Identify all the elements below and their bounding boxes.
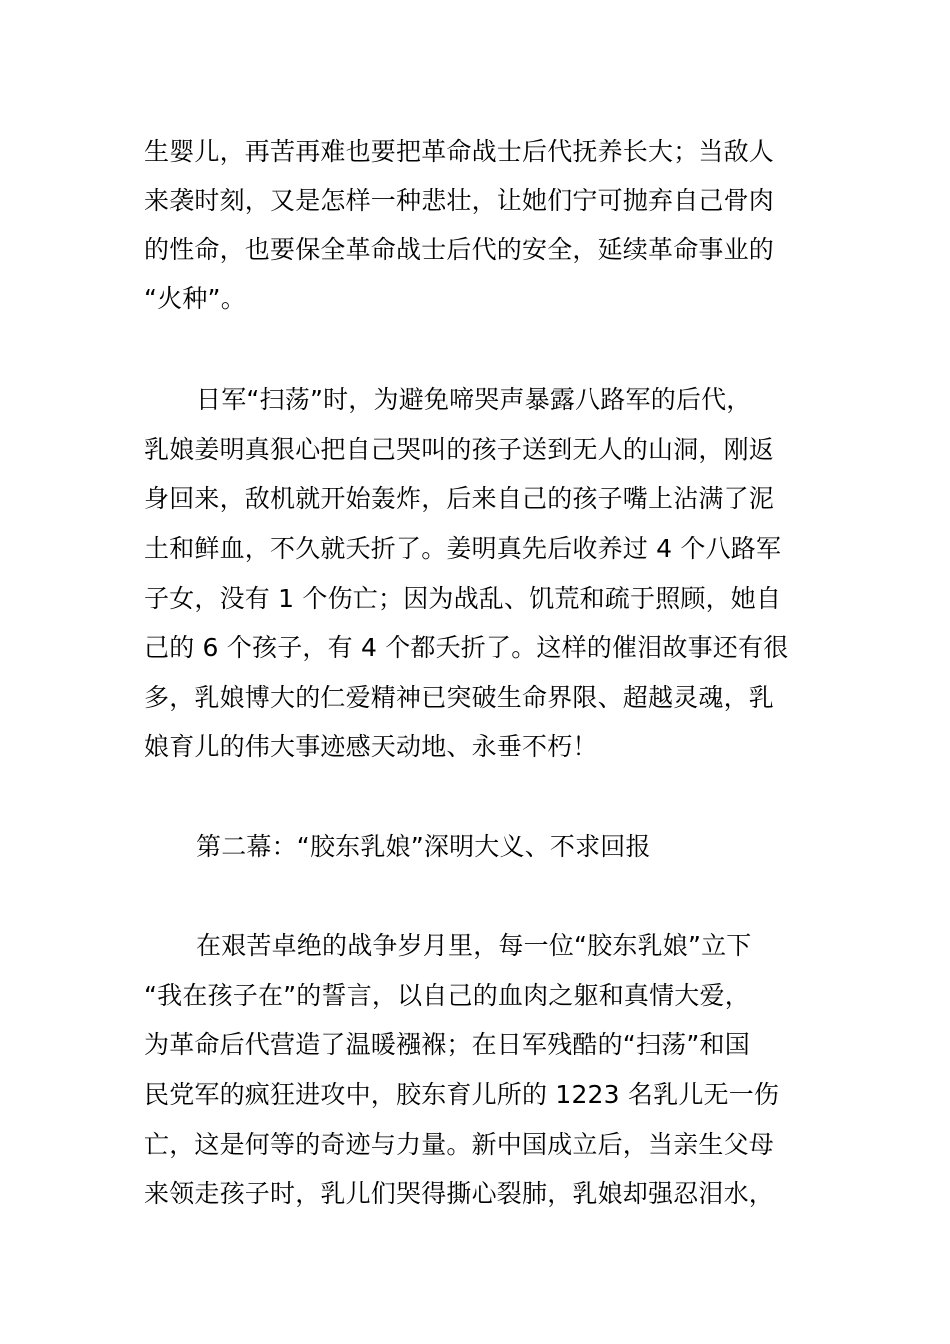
text-line: 生婴儿，再苦再难也要把革命战士后代抚养长大；当敌人 (144, 137, 775, 166)
text-line: 娘育儿的伟大事迹感天动地、永垂不朽！ (144, 732, 598, 761)
text-line: 为革命后代营造了温暖襁褓；在日军残酷的“扫荡”和国 (144, 1030, 750, 1059)
section-heading: 第二幕：“胶东乳娘”深明大义、不求回报 (196, 832, 651, 861)
text-line: 多，乳娘博大的仁爱精神已突破生命界限、超越灵魂，乳 (144, 683, 775, 712)
text-line: 来领走孩子时，乳儿们哭得撕心裂肺，乳娘却强忍泪水， (144, 1179, 775, 1208)
text-line: “火种”。 (144, 284, 246, 313)
text-line: 土和鲜血，不久就夭折了。姜明真先后收养过 4 个八路军 (144, 534, 782, 563)
text-line: 在艰苦卓绝的战争岁月里，每一位“胶东乳娘”立下 (196, 931, 752, 960)
text-line: 的性命，也要保全革命战士后代的安全，延续革命事业的 (144, 235, 775, 264)
text-line: 身回来，敌机就开始轰炸，后来自己的孩子嘴上沾满了泥 (144, 484, 775, 513)
text-line: 日军“扫荡”时，为避免啼哭声暴露八路军的后代， (196, 385, 752, 414)
text-line: 乳娘姜明真狠心把自己哭叫的孩子送到无人的山洞，刚返 (144, 435, 775, 464)
text-line: 民党军的疯狂进攻中，胶东育儿所的 1223 名乳儿无一伤 (144, 1080, 780, 1109)
text-line: 亡，这是何等的奇迹与力量。新中国成立后，当亲生父母 (144, 1130, 775, 1159)
text-line: “我在孩子在”的誓言，以自己的血肉之躯和真情大爱， (144, 981, 750, 1010)
text-line: 来袭时刻，又是怎样一种悲壮，让她们宁可抛弃自己骨肉 (144, 186, 775, 215)
text-line: 己的 6 个孩子，有 4 个都夭折了。这样的催泪故事还有很 (144, 633, 789, 662)
text-line: 子女，没有 1 个伤亡；因为战乱、饥荒和疏于照顾，她自 (144, 584, 782, 613)
